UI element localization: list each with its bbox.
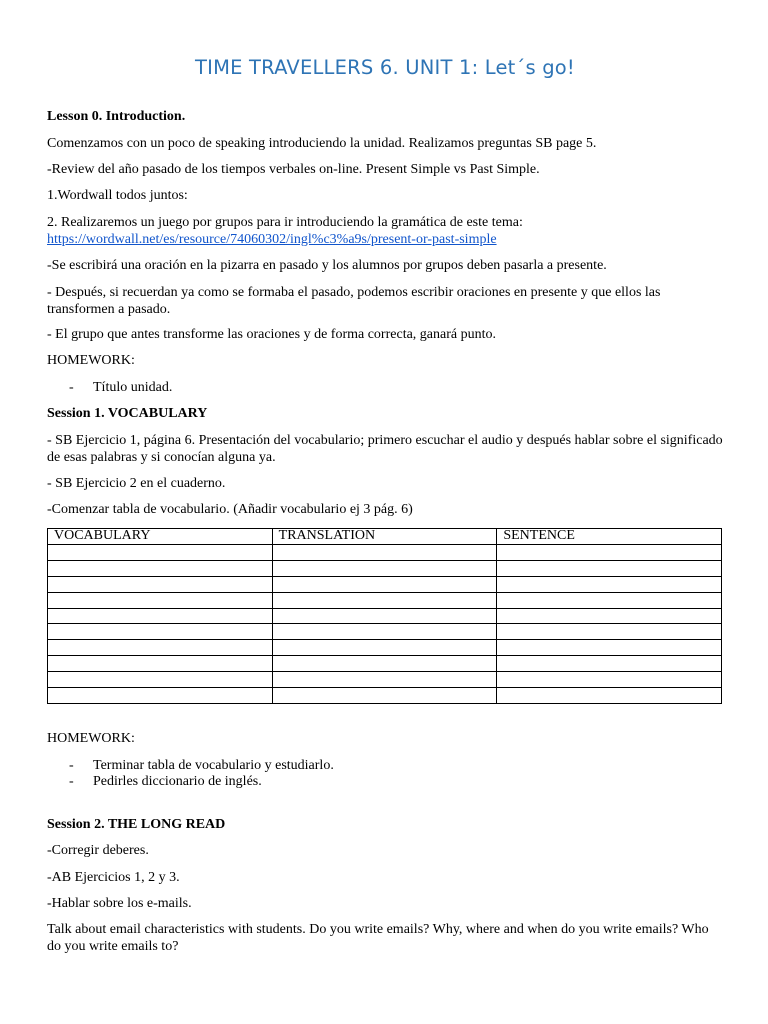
lesson0-paragraph-1: Comenzamos con un poco de speaking introduciendo la unidad. Realizamos preguntas SB page 5. bbox=[47, 136, 597, 151]
vocabulary-table-row bbox=[48, 688, 722, 704]
sentence-cell bbox=[497, 592, 722, 608]
bullet-dash: - bbox=[69, 758, 74, 773]
session1-homework-item bbox=[69, 774, 709, 791]
lesson0-paragraph-4-text: 2. Realizaremos un juego por grupos para ir introduciendo la gramática de este tema: bbox=[47, 215, 523, 230]
vocabulary-table-header-row bbox=[48, 529, 722, 545]
vocabulary-cell bbox=[48, 560, 273, 576]
session2-paragraph-2: -AB Ejercicios 1, 2 y 3. bbox=[47, 870, 180, 885]
translation-cell bbox=[272, 592, 497, 608]
vocabulary-table-row bbox=[48, 592, 722, 608]
session1-paragraph-3: -Comenzar tabla de vocabulario. (Añadir vocabulario ej 3 pág. 6) bbox=[47, 502, 413, 517]
session2-paragraph-4: Talk about email characteristics with students. Do you write emails? Why, where and when do you write emails? Who do you write emails to? bbox=[47, 922, 709, 954]
session2-paragraph-3: -Hablar sobre los e-mails. bbox=[47, 896, 192, 911]
vocabulary-cell bbox=[48, 608, 273, 624]
session1-homework-item-text: Terminar tabla de vocabulario y estudiarlo. bbox=[93, 758, 334, 773]
session1-paragraph-2: - SB Ejercicio 2 en el cuaderno. bbox=[47, 476, 226, 491]
sentence-cell bbox=[497, 576, 722, 592]
vocabulary-cell bbox=[48, 640, 273, 656]
lesson0-homework-item bbox=[69, 380, 709, 397]
lesson0-paragraph-7: - El grupo que antes transforme las oraciones y de forma correcta, ganará punto. bbox=[47, 327, 496, 342]
wordwall-link[interactable]: https://wordwall.net/es/resource/74060302/ingl%c3%a9s/present-or-past-simple bbox=[47, 231, 497, 247]
translation-cell bbox=[272, 672, 497, 688]
translation-cell bbox=[272, 640, 497, 656]
session1-homework-label: HOMEWORK: bbox=[47, 731, 135, 746]
sentence-cell bbox=[497, 608, 722, 624]
vocabulary-cell bbox=[48, 672, 273, 688]
lesson0-paragraph-4 bbox=[47, 215, 723, 248]
vocabulary-table-row bbox=[48, 640, 722, 656]
sentence-cell bbox=[497, 624, 722, 640]
vocabulary-table-row bbox=[48, 545, 722, 561]
session1-paragraph-1: - SB Ejercicio 1, página 6. Presentación del vocabulario; primero escuchar el audio y después hablar sobre el significado de esas palabras y si conocían alguna ya. bbox=[47, 433, 723, 465]
vocabulary-cell bbox=[48, 576, 273, 592]
sentence-cell bbox=[497, 672, 722, 688]
document-title: TIME TRAVELLERS 6. UNIT 1: Let´s go! bbox=[195, 56, 575, 79]
sentence-cell bbox=[497, 640, 722, 656]
translation-cell bbox=[272, 624, 497, 640]
vocabulary-cell bbox=[48, 545, 273, 561]
vocabulary-table-row bbox=[48, 672, 722, 688]
lesson0-paragraph-6: - Después, si recuerdan ya como se formaba el pasado, podemos escribir oraciones en presente y que ellos las transformen a pasado. bbox=[47, 285, 661, 317]
vocabulary-table bbox=[47, 528, 722, 704]
vocabulary-cell bbox=[48, 688, 273, 704]
lesson0-homework-item-text: Título unidad. bbox=[93, 380, 173, 395]
lesson0-paragraph-2: -Review del año pasado de los tiempos verbales on-line. Present Simple vs Past Simple. bbox=[47, 162, 540, 177]
sentence-column-header: SENTENCE bbox=[497, 529, 722, 545]
lesson0-paragraph-5: -Se escribirá una oración en la pizarra en pasado y los alumnos por grupos deben pasarla a presente. bbox=[47, 258, 607, 273]
sentence-cell bbox=[497, 560, 722, 576]
session2-paragraph-1: -Corregir deberes. bbox=[47, 843, 149, 858]
vocabulary-table-body bbox=[48, 545, 722, 704]
vocabulary-cell bbox=[48, 592, 273, 608]
lesson0-homework-label: HOMEWORK: bbox=[47, 353, 135, 368]
session1-homework-item bbox=[69, 758, 709, 775]
session1-homework-item-text: Pedirles diccionario de inglés. bbox=[93, 774, 262, 789]
session1-heading: Session 1. VOCABULARY bbox=[47, 406, 208, 421]
lesson0-paragraph-3: 1.Wordwall todos juntos: bbox=[47, 188, 188, 203]
vocabulary-table-row bbox=[48, 656, 722, 672]
translation-cell bbox=[272, 688, 497, 704]
translation-cell bbox=[272, 608, 497, 624]
vocabulary-cell bbox=[48, 656, 273, 672]
vocabulary-table-row bbox=[48, 576, 722, 592]
translation-cell bbox=[272, 545, 497, 561]
translation-cell bbox=[272, 576, 497, 592]
vocabulary-table-row bbox=[48, 624, 722, 640]
vocabulary-cell bbox=[48, 624, 273, 640]
translation-cell bbox=[272, 560, 497, 576]
translation-cell bbox=[272, 656, 497, 672]
translation-column-header: TRANSLATION bbox=[272, 529, 497, 545]
vocabulary-column-header: VOCABULARY bbox=[48, 529, 273, 545]
bullet-dash: - bbox=[69, 380, 74, 395]
sentence-cell bbox=[497, 545, 722, 561]
vocabulary-table-row bbox=[48, 560, 722, 576]
session2-heading: Session 2. THE LONG READ bbox=[47, 817, 226, 832]
lesson0-heading: Lesson 0. Introduction. bbox=[47, 109, 186, 124]
bullet-dash: - bbox=[69, 774, 74, 789]
sentence-cell bbox=[497, 656, 722, 672]
vocabulary-table-row bbox=[48, 608, 722, 624]
sentence-cell bbox=[497, 688, 722, 704]
